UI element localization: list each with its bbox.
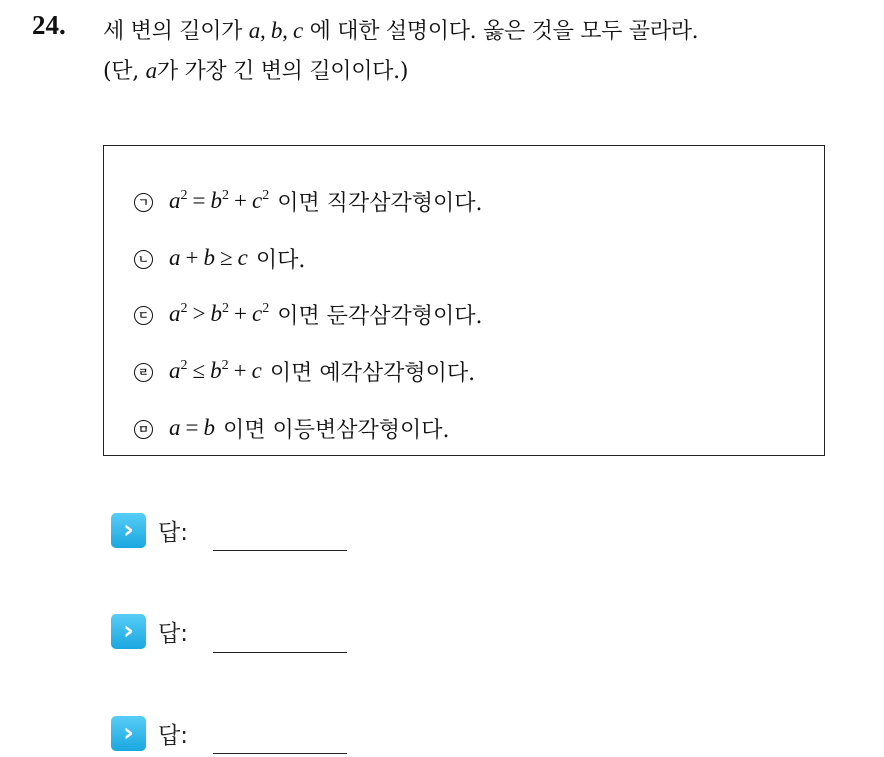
relation-symbol: ≤	[192, 358, 206, 383]
answer-row	[111, 512, 188, 548]
var-b: b	[210, 188, 222, 213]
answer-blank[interactable]	[213, 652, 347, 653]
answer-blank[interactable]	[213, 753, 347, 754]
question-variables: a, b, c	[248, 18, 303, 43]
question-condition-text: 가 가장 긴 변의 길이이다.)	[156, 59, 409, 84]
exponent: 2	[262, 188, 270, 203]
answer-row	[111, 613, 188, 649]
answer-label: 답:	[158, 620, 188, 647]
chevron-right-icon: ›	[111, 513, 146, 548]
answer-label: 답:	[158, 722, 188, 749]
var-a: a	[169, 245, 181, 270]
exponent: 2	[180, 301, 188, 316]
var-a: a	[169, 301, 181, 326]
answer-row	[111, 715, 188, 751]
question-number: 24.	[32, 10, 66, 40]
question-text-1-rest: 에 대한 설명이다. 옳은 것을 모두 골라라.	[302, 19, 699, 44]
relation-symbol: =	[192, 188, 206, 213]
var-c: c	[251, 301, 263, 326]
exponent: 2	[221, 301, 229, 316]
statement-expression	[169, 358, 262, 384]
var-a: a	[169, 188, 181, 213]
statement-marker: ㅁ	[134, 420, 153, 439]
var-a: a	[169, 415, 181, 440]
statement-marker: ㄱ	[134, 193, 153, 212]
exponent: 2	[221, 188, 229, 203]
question-line-2	[103, 54, 408, 85]
statement-item	[134, 241, 305, 275]
statement-expression	[169, 245, 248, 271]
var-b: b	[210, 358, 222, 383]
var-c: c	[237, 245, 248, 270]
statement-item	[134, 184, 482, 218]
var-a: a	[169, 358, 181, 383]
plus-symbol: +	[233, 301, 247, 326]
statement-text: 이면 둔각삼각형이다.	[277, 303, 483, 329]
question-text-1: 세 변의 길이가	[103, 19, 249, 44]
question-condition-open: (단,	[103, 59, 146, 84]
statement-text: 이면 예각삼각형이다.	[269, 360, 476, 386]
answer-label: 답:	[158, 519, 188, 546]
statement-item	[134, 354, 475, 388]
question-condition-variable: a	[145, 58, 157, 83]
relation-symbol: ≥	[219, 245, 233, 270]
var-c: c	[251, 358, 262, 383]
exponent: 2	[221, 358, 229, 373]
answer-blank[interactable]	[213, 550, 347, 551]
relation-symbol: >	[192, 301, 206, 326]
chevron-right-icon: ›	[111, 614, 146, 649]
statement-item	[134, 411, 450, 445]
chevron-right-icon: ›	[111, 716, 146, 751]
statement-text: 이면 이등변삼각형이다.	[222, 417, 450, 443]
statement-marker: ㄹ	[134, 363, 153, 382]
exponent: 2	[180, 188, 188, 203]
plus-symbol: +	[233, 188, 247, 213]
plus-symbol: +	[185, 245, 199, 270]
statement-marker: ㄷ	[134, 306, 153, 325]
exponent: 2	[180, 358, 188, 373]
var-b: b	[203, 415, 215, 440]
statement-item	[134, 297, 482, 331]
statement-box	[103, 145, 825, 456]
exponent: 2	[262, 301, 270, 316]
statement-text: 이다.	[255, 247, 306, 273]
statement-expression	[169, 301, 269, 327]
question-line-1	[103, 14, 698, 45]
var-c: c	[251, 188, 263, 213]
statement-expression	[169, 415, 215, 441]
statement-text: 이면 직각삼각형이다.	[277, 190, 483, 216]
var-b: b	[203, 245, 215, 270]
plus-symbol: +	[233, 358, 247, 383]
var-b: b	[210, 301, 222, 326]
relation-symbol: =	[185, 415, 199, 440]
statement-expression	[169, 188, 269, 214]
statement-marker: ㄴ	[134, 250, 153, 269]
